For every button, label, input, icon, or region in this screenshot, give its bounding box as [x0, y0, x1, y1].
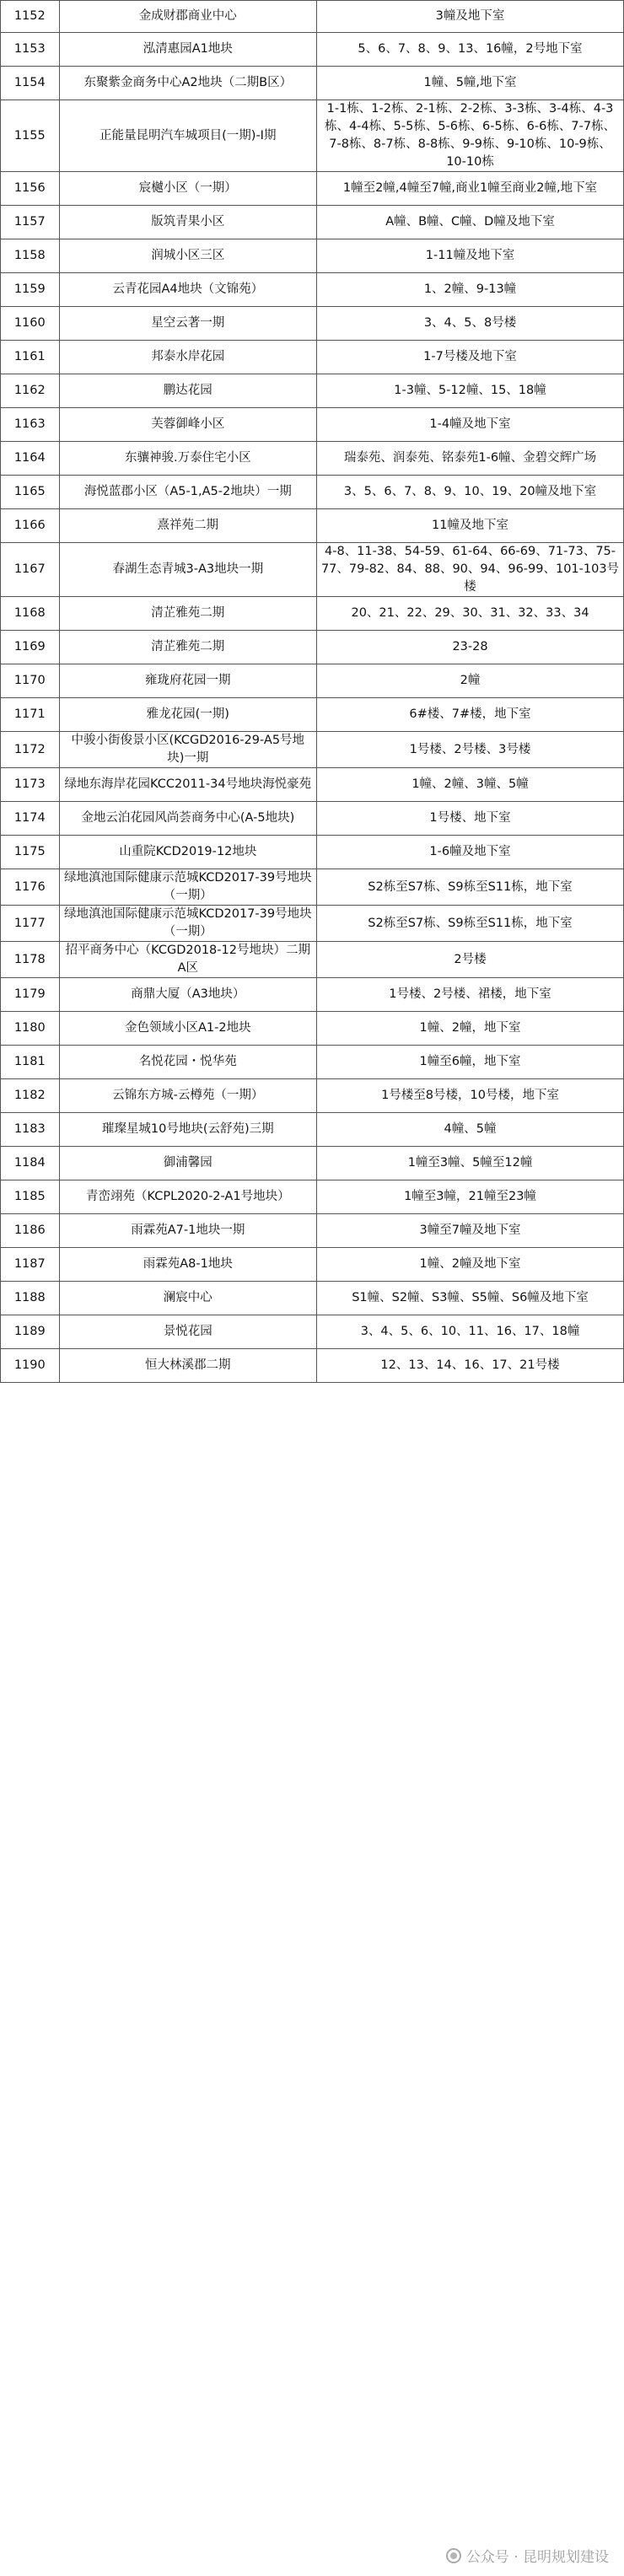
row-number: 1186: [1, 1214, 60, 1248]
table-row: [1, 802, 624, 836]
row-number: 1189: [1, 1315, 60, 1349]
table-row: [1, 476, 624, 509]
row-number: 1180: [1, 1012, 60, 1046]
project-name: 鹏达花园: [59, 374, 316, 408]
project-name: 御浦馨园: [59, 1147, 316, 1180]
project-name: 东聚紫金商务中心A2地块（二期B区）: [59, 67, 316, 100]
project-name: 泓清惠园A1地块: [59, 33, 316, 67]
table-row: [1, 1079, 624, 1113]
project-name: 雨霖苑A8-1地块: [59, 1248, 316, 1282]
row-number: 1190: [1, 1349, 60, 1383]
table-row: [1, 33, 624, 67]
table-row: [1, 942, 624, 978]
project-name: 青峦翊苑（KCPL2020-2-A1号地块）: [59, 1180, 316, 1214]
row-number: 1161: [1, 341, 60, 374]
watermark-text: 公众号 · 昆明规划建设: [465, 2549, 609, 2566]
row-number: 1176: [1, 869, 60, 906]
building-list: S2栋至S7栋、S9栋至S11栋，地下室: [317, 906, 624, 942]
wechat-icon: [446, 2548, 461, 2563]
project-name: 景悦花园: [59, 1315, 316, 1349]
row-number: 1162: [1, 374, 60, 408]
row-number: 1181: [1, 1046, 60, 1079]
building-list: S1幢、S2幢、S3幢、S5幢、S6幢及地下室: [317, 1282, 624, 1315]
row-number: 1157: [1, 206, 60, 239]
project-name: 名悦花园・悦华苑: [59, 1046, 316, 1079]
table-row: [1, 906, 624, 942]
table-row: [1, 442, 624, 476]
row-number: 1185: [1, 1180, 60, 1214]
building-list: 1幢、2幢，地下室: [317, 1012, 624, 1046]
project-name: 雅龙花园(一期): [59, 698, 316, 732]
row-number: 1159: [1, 273, 60, 307]
project-name: 海悦蓝郡小区（A5-1,A5-2地块）一期: [59, 476, 316, 509]
building-list: 1幢至6幢，地下室: [317, 1046, 624, 1079]
building-list: 3、5、6、7、8、9、10、19、20幢及地下室: [317, 476, 624, 509]
table-row: [1, 1046, 624, 1079]
row-number: 1177: [1, 906, 60, 942]
table-row: [1, 408, 624, 442]
building-list: 4-8、11-38、54-59、61-64、66-69、71-73、75-77、79-82、84、88、90、94、96-99、101-103号楼: [317, 543, 624, 597]
project-name: 云青花园A4地块（文锦苑）: [59, 273, 316, 307]
project-name: 春湖生态青城3-A3地块一期: [59, 543, 316, 597]
table-row: [1, 1012, 624, 1046]
project-name: 商鼎大厦（A3地块）: [59, 978, 316, 1012]
row-number: 1155: [1, 100, 60, 172]
table-row: [1, 341, 624, 374]
building-list: 3幢至7幢及地下室: [317, 1214, 624, 1248]
building-list: 11幢及地下室: [317, 509, 624, 543]
row-number: 1168: [1, 597, 60, 631]
row-number: 1154: [1, 67, 60, 100]
building-list: 1-1栋、1-2栋、2-1栋、2-2栋、3-3栋、3-4栋、4-3栋、4-4栋、5-5栋、5-6栋、6-5栋、6-6栋、7-7栋、7-8栋、8-7栋、8-8栋、9-9栋、9-10栋、10-9栋、10-10栋: [317, 100, 624, 172]
project-name: 绿地滇池国际健康示范城KCD2017-39号地块（一期）: [59, 869, 316, 906]
row-number: 1178: [1, 942, 60, 978]
building-list: 1-6幢及地下室: [317, 836, 624, 869]
project-name: 招平商务中心（KCGD2018-12号地块）二期A区: [59, 942, 316, 978]
project-name: 山重院KCD2019-12地块: [59, 836, 316, 869]
building-list: 5、6、7、8、9、13、16幢，2号地下室: [317, 33, 624, 67]
row-number: 1164: [1, 442, 60, 476]
project-name: 熹祥苑二期: [59, 509, 316, 543]
table-row: [1, 307, 624, 341]
project-name: 正能量昆明汽车城项目(一期)-Ⅰ期: [59, 100, 316, 172]
project-name: 中骏小街俊景小区(KCGD2016-29-A5号地块)一期: [59, 732, 316, 768]
building-list: 1号楼、2号楼、3号楼: [317, 732, 624, 768]
table-row: [1, 100, 624, 172]
project-name: 润城小区三区: [59, 239, 316, 273]
project-name: 绿地东海岸花园KCC2011-34号地块海悦豪苑: [59, 768, 316, 802]
row-number: 1167: [1, 543, 60, 597]
row-number: 1175: [1, 836, 60, 869]
table-row: [1, 1, 624, 33]
table-row: [1, 239, 624, 273]
table-row: [1, 509, 624, 543]
table-row: [1, 1147, 624, 1180]
table-row: [1, 1315, 624, 1349]
project-name: 金成财郡商业中心: [59, 1, 316, 33]
table-row: [1, 869, 624, 906]
row-number: 1188: [1, 1282, 60, 1315]
building-list: A幢、B幢、C幢、D幢及地下室: [317, 206, 624, 239]
table-row: [1, 374, 624, 408]
row-number: 1165: [1, 476, 60, 509]
building-list: 1幢、2幢、3幢、5幢: [317, 768, 624, 802]
table-row: [1, 978, 624, 1012]
building-list: 4幢、5幢: [317, 1113, 624, 1147]
building-list: 1、2幢、9-13幢: [317, 273, 624, 307]
project-name: 东骧神骏.万泰住宅小区: [59, 442, 316, 476]
row-number: 1169: [1, 631, 60, 664]
building-list: 1号楼、地下室: [317, 802, 624, 836]
building-list: 1号楼至8号楼，10号楼，地下室: [317, 1079, 624, 1113]
building-list: 1幢至2幢,4幢至7幢,商业1幢至商业2幢,地下室: [317, 172, 624, 206]
row-number: 1170: [1, 664, 60, 698]
table-row: [1, 67, 624, 100]
table-row: [1, 172, 624, 206]
table-row: [1, 1248, 624, 1282]
building-list: 3、4、5、8号楼: [317, 307, 624, 341]
table-row: [1, 1214, 624, 1248]
project-name: 邦泰水岸花园: [59, 341, 316, 374]
row-number: 1158: [1, 239, 60, 273]
building-list: 20、21、22、29、30、31、32、33、34: [317, 597, 624, 631]
project-name: 绿地滇池国际健康示范城KCD2017-39号地块（一期）: [59, 906, 316, 942]
building-list: 1-7号楼及地下室: [317, 341, 624, 374]
table-row: [1, 1282, 624, 1315]
project-name: 清芷雅苑二期: [59, 597, 316, 631]
row-number: 1160: [1, 307, 60, 341]
project-name: 宸樾小区（一期）: [59, 172, 316, 206]
row-number: 1163: [1, 408, 60, 442]
table-row: [1, 1113, 624, 1147]
project-name: 金色领域小区A1-2地块: [59, 1012, 316, 1046]
row-number: 1153: [1, 33, 60, 67]
building-list: 2号楼: [317, 942, 624, 978]
building-list: 1-11幢及地下室: [317, 239, 624, 273]
row-number: 1174: [1, 802, 60, 836]
row-number: 1187: [1, 1248, 60, 1282]
building-list: 2幢: [317, 664, 624, 698]
project-name: 清芷雅苑二期: [59, 631, 316, 664]
table-row: [1, 543, 624, 597]
building-list: 3、4、5、6、10、11、16、17、18幢: [317, 1315, 624, 1349]
building-list: 1-3幢、5-12幢、15、18幢: [317, 374, 624, 408]
building-list: 1幢、5幢,地下室: [317, 67, 624, 100]
row-number: 1166: [1, 509, 60, 543]
row-number: 1156: [1, 172, 60, 206]
row-number: 1182: [1, 1079, 60, 1113]
table-row: [1, 631, 624, 664]
building-list: 1-4幢及地下室: [317, 408, 624, 442]
project-name: 星空云著一期: [59, 307, 316, 341]
table-row: [1, 597, 624, 631]
project-name: 版筑青果小区: [59, 206, 316, 239]
table-row: [1, 836, 624, 869]
project-name: 璀璨星城10号地块(云舒苑)三期: [59, 1113, 316, 1147]
project-name: 芙蓉御峰小区: [59, 408, 316, 442]
building-list: 瑞泰苑、润泰苑、铭泰苑1-6幢、金碧交辉广场: [317, 442, 624, 476]
table-row: [1, 1349, 624, 1383]
row-number: 1172: [1, 732, 60, 768]
table-row: [1, 698, 624, 732]
row-number: 1183: [1, 1113, 60, 1147]
table-row: [1, 768, 624, 802]
table-row: [1, 273, 624, 307]
project-name: 恒大林溪郡二期: [59, 1349, 316, 1383]
table-row: [1, 206, 624, 239]
project-name: 金地云泊花园风尚荟商务中心(A-5地块): [59, 802, 316, 836]
project-name: 雍珑府花园一期: [59, 664, 316, 698]
row-number: 1152: [1, 1, 60, 33]
building-list: 3幢及地下室: [317, 1, 624, 33]
project-name: 澜宸中心: [59, 1282, 316, 1315]
building-list: S2栋至S7栋、S9栋至S11栋，地下室: [317, 869, 624, 906]
building-list: 1号楼、2号楼、裙楼，地下室: [317, 978, 624, 1012]
building-list: 23-28: [317, 631, 624, 664]
project-name: 雨霖苑A7-1地块一期: [59, 1214, 316, 1248]
table-row: [1, 1180, 624, 1214]
table-row: [1, 732, 624, 768]
table-body: [1, 1, 624, 1383]
row-number: 1179: [1, 978, 60, 1012]
table-row: [1, 664, 624, 698]
row-number: 1171: [1, 698, 60, 732]
building-list: 12、13、14、16、17、21号楼: [317, 1349, 624, 1383]
building-list: 1幢、2幢及地下室: [317, 1248, 624, 1282]
row-number: 1173: [1, 768, 60, 802]
watermark: [446, 2545, 609, 2566]
row-number: 1184: [1, 1147, 60, 1180]
building-list: 6#楼、7#楼，地下室: [317, 698, 624, 732]
building-list: 1幢至3幢，21幢至23幢: [317, 1180, 624, 1214]
project-name: 云锦东方城-云樽苑（一期）: [59, 1079, 316, 1113]
building-list: 1幢至3幢、5幢至12幢: [317, 1147, 624, 1180]
